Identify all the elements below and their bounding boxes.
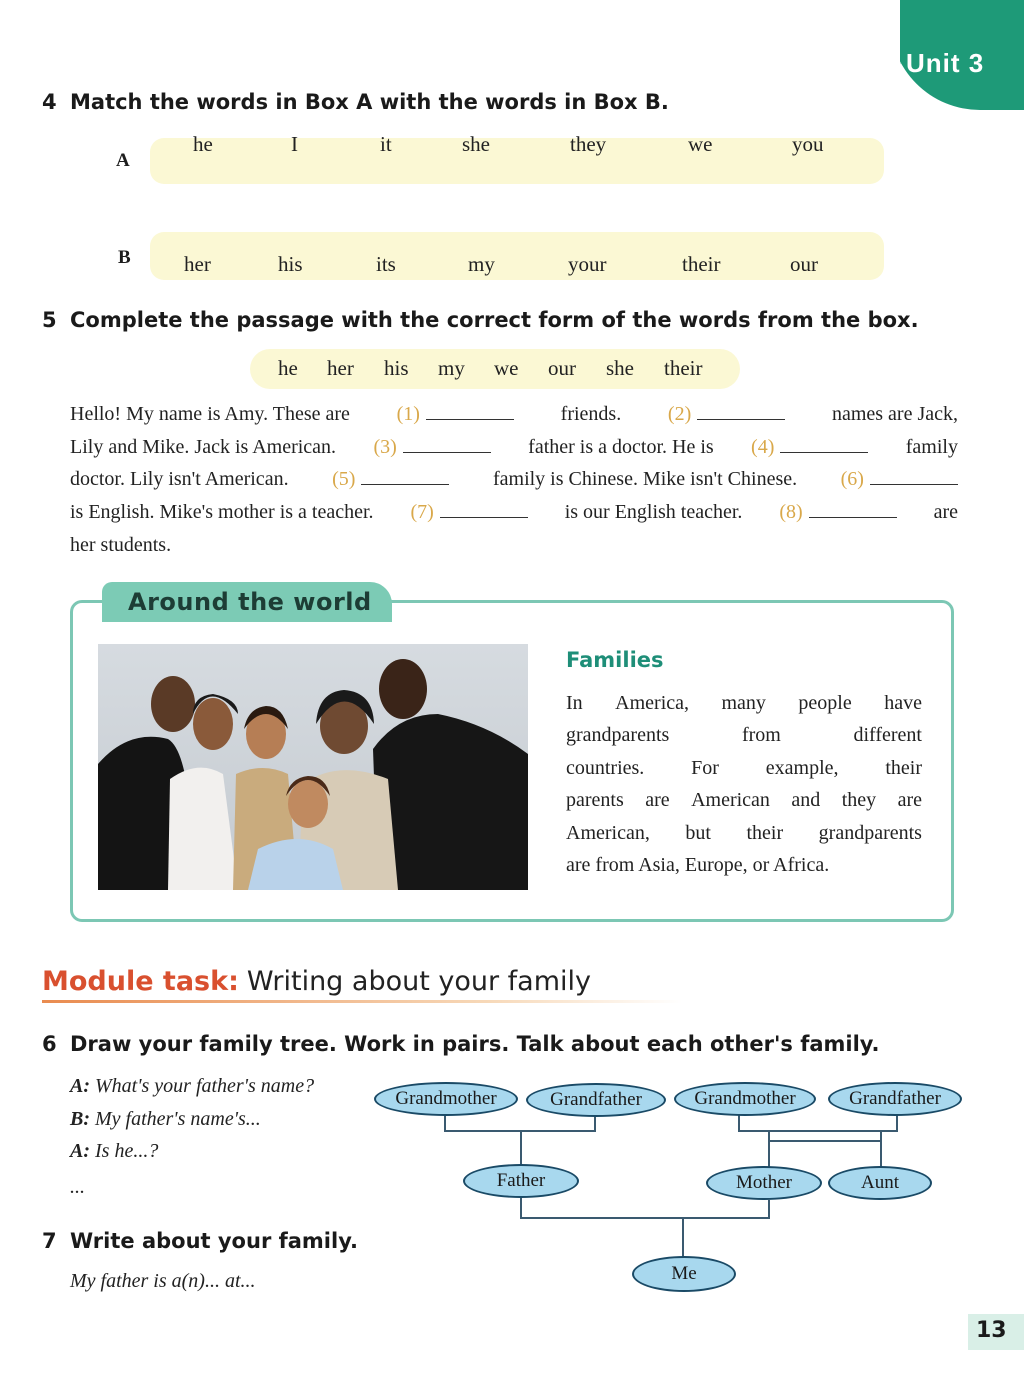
dialogue-line xyxy=(70,1075,314,1098)
tree-node-aunt: Aunt xyxy=(828,1166,932,1200)
box-b-label: B xyxy=(118,247,131,268)
box-b-word: your xyxy=(568,252,607,276)
article-word: have xyxy=(884,692,922,714)
tree-node-grandmother: Grandmother xyxy=(374,1082,518,1116)
article-word: their xyxy=(746,822,784,844)
module-task-heading xyxy=(42,966,591,997)
box-b-word: his xyxy=(278,252,303,276)
article-word: example, xyxy=(765,757,839,779)
answer-blank[interactable] xyxy=(361,468,449,485)
q6-instruction: Draw your family tree. Work in pairs. Talk about each other's family. xyxy=(70,1032,880,1056)
article-word: For xyxy=(691,757,719,779)
passage-text: her students. xyxy=(70,534,172,556)
tree-node-mother: Mother xyxy=(706,1166,822,1200)
tree-connector xyxy=(520,1198,522,1218)
article-word: their xyxy=(885,757,922,779)
q7-example: My father is a(n)... at... xyxy=(70,1270,256,1292)
article-word: grandparents xyxy=(566,724,670,746)
article-word: America, xyxy=(615,692,690,714)
article-word: but xyxy=(685,822,711,844)
q7-instruction: Write about your family. xyxy=(70,1229,358,1253)
answer-blank[interactable] xyxy=(426,403,514,420)
article-title: Families xyxy=(566,648,664,672)
q5-box-word: their xyxy=(664,356,703,380)
dialogue-line xyxy=(70,1108,261,1131)
passage-line xyxy=(70,534,958,557)
box-a xyxy=(150,138,884,184)
box-b-word: my xyxy=(468,252,495,276)
box-a-word: we xyxy=(688,132,713,156)
answer-blank[interactable] xyxy=(403,436,491,453)
article-word: are xyxy=(645,789,670,811)
article-word: In xyxy=(566,692,583,714)
box-a-word: you xyxy=(792,132,824,156)
tree-node-father: Father xyxy=(463,1164,579,1198)
dialogue-text: My father's name's... xyxy=(95,1108,261,1130)
box-b-word: its xyxy=(376,252,396,276)
module-task-text: Writing about your family xyxy=(246,966,592,997)
q5-number: 5 xyxy=(42,308,57,332)
box-b-word: her xyxy=(184,252,211,276)
gap-number: (3) xyxy=(373,436,397,458)
box-b-word: our xyxy=(790,252,818,276)
dialogue-speaker: A: xyxy=(70,1140,90,1162)
article-word: grandparents xyxy=(818,822,922,844)
q6-number: 6 xyxy=(42,1032,57,1056)
dialogue-text: Is he...? xyxy=(95,1140,159,1162)
tree-connector xyxy=(880,1130,882,1168)
article-line xyxy=(566,692,922,715)
gap-number: (7) xyxy=(410,501,434,523)
passage-text: are xyxy=(933,501,958,523)
article-word: from xyxy=(741,724,781,746)
tree-connector xyxy=(520,1217,770,1219)
passage-text: names are Jack, xyxy=(831,403,958,425)
q7-heading xyxy=(42,1229,358,1253)
article-word: are xyxy=(897,789,922,811)
q5-heading xyxy=(42,308,919,332)
passage-text: is our English teacher. xyxy=(564,501,743,523)
passage-line xyxy=(70,403,958,426)
module-task-label: Module task: xyxy=(42,966,239,997)
passage-text: father is a doctor. He is xyxy=(528,436,714,458)
article-word: they xyxy=(841,789,877,811)
tree-connector xyxy=(444,1115,446,1131)
tree-connector xyxy=(594,1115,596,1131)
tree-connector xyxy=(738,1115,740,1131)
answer-blank[interactable] xyxy=(780,436,868,453)
gap-number: (2) xyxy=(667,403,692,425)
q5-box-word: her xyxy=(327,356,354,380)
article-word: many xyxy=(721,692,766,714)
family-photo-illustration xyxy=(98,644,528,890)
tree-node-grandfather: Grandfather xyxy=(526,1083,666,1117)
q5-box-word: my xyxy=(438,356,465,380)
passage-text: friends. xyxy=(560,403,622,425)
q5-box-word: our xyxy=(548,356,576,380)
article-word: and xyxy=(791,789,821,811)
q7-number: 7 xyxy=(42,1229,57,1253)
tree-connector xyxy=(768,1130,770,1168)
tree-node-grandfather: Grandfather xyxy=(828,1082,962,1116)
passage-line xyxy=(70,501,958,524)
answer-blank[interactable] xyxy=(440,501,528,518)
tree-connector xyxy=(768,1140,882,1142)
passage-text: family xyxy=(905,436,958,458)
box-a-word: I xyxy=(291,132,298,156)
q5-instruction: Complete the passage with the correct form of the words from the box. xyxy=(70,308,919,332)
tree-connector xyxy=(768,1200,770,1218)
q4-instruction: Match the words in Box A with the words in Box B. xyxy=(70,90,669,114)
passage-text: is English. Mike's mother is a teacher. xyxy=(70,501,374,523)
box-a-word: they xyxy=(570,132,607,156)
box-b xyxy=(150,232,884,280)
q4-heading xyxy=(42,90,669,114)
dialogue-line xyxy=(70,1176,85,1199)
article-word: different xyxy=(853,724,922,746)
passage-text: family is Chinese. Mike isn't Chinese. xyxy=(492,468,798,490)
answer-blank[interactable] xyxy=(870,468,958,485)
unit-label: Unit 3 xyxy=(906,48,985,78)
dialogue-text: What's your father's name? xyxy=(95,1075,315,1097)
unit-tab xyxy=(900,0,1024,112)
tree-connector xyxy=(896,1115,898,1131)
tree-connector xyxy=(738,1130,898,1132)
article-word: American xyxy=(691,789,770,811)
tree-node-me: Me xyxy=(632,1256,736,1292)
dialogue-line xyxy=(70,1140,158,1163)
answer-blank[interactable] xyxy=(809,501,897,518)
article-line xyxy=(566,757,922,780)
passage-text: Hello! My name is Amy. These are xyxy=(70,403,350,425)
tree-connector xyxy=(520,1130,522,1164)
article-line xyxy=(566,854,922,877)
tree-node-grandmother: Grandmother xyxy=(674,1082,816,1116)
passage-text: doctor. Lily isn't American. xyxy=(70,468,289,490)
article-line xyxy=(566,822,922,845)
article-word: countries. xyxy=(566,757,645,779)
dialogue-speaker: A: xyxy=(70,1075,90,1097)
page-number: 13 xyxy=(976,1318,1007,1343)
family-photo xyxy=(98,644,528,890)
box-b-word: their xyxy=(682,252,721,276)
dialogue-text: ... xyxy=(70,1176,85,1198)
article-word: American, xyxy=(566,822,650,844)
q5-box-word: we xyxy=(494,356,519,380)
tree-connector xyxy=(682,1217,684,1257)
gap-number: (4) xyxy=(751,436,775,458)
q5-box-word: she xyxy=(606,356,634,380)
article-line xyxy=(566,789,922,812)
passage-line xyxy=(70,468,958,491)
box-a-label: A xyxy=(116,150,130,171)
gap-number: (5) xyxy=(332,468,356,490)
box-a-word: he xyxy=(193,132,213,156)
gap-number: (8) xyxy=(779,501,803,523)
box-a-word: it xyxy=(380,132,392,156)
module-task-underline xyxy=(42,1000,682,1003)
q5-box-word: his xyxy=(384,356,409,380)
article-word: are from Asia, Europe, or Africa. xyxy=(566,854,830,876)
gap-number: (6) xyxy=(840,468,864,490)
q4-number: 4 xyxy=(42,90,57,114)
dialogue-speaker: B: xyxy=(70,1108,90,1130)
passage-text: Lily and Mike. Jack is American. xyxy=(70,436,337,458)
q6-heading xyxy=(42,1032,880,1056)
article-word: parents xyxy=(566,789,624,811)
q5-box-word: he xyxy=(278,356,298,380)
gap-number: (1) xyxy=(396,403,420,425)
around-the-world-title: Around the world xyxy=(128,588,372,616)
passage-line xyxy=(70,436,958,459)
article-line xyxy=(566,724,922,747)
box-a-word: she xyxy=(462,132,490,156)
answer-blank[interactable] xyxy=(697,403,785,420)
article-word: people xyxy=(798,692,852,714)
